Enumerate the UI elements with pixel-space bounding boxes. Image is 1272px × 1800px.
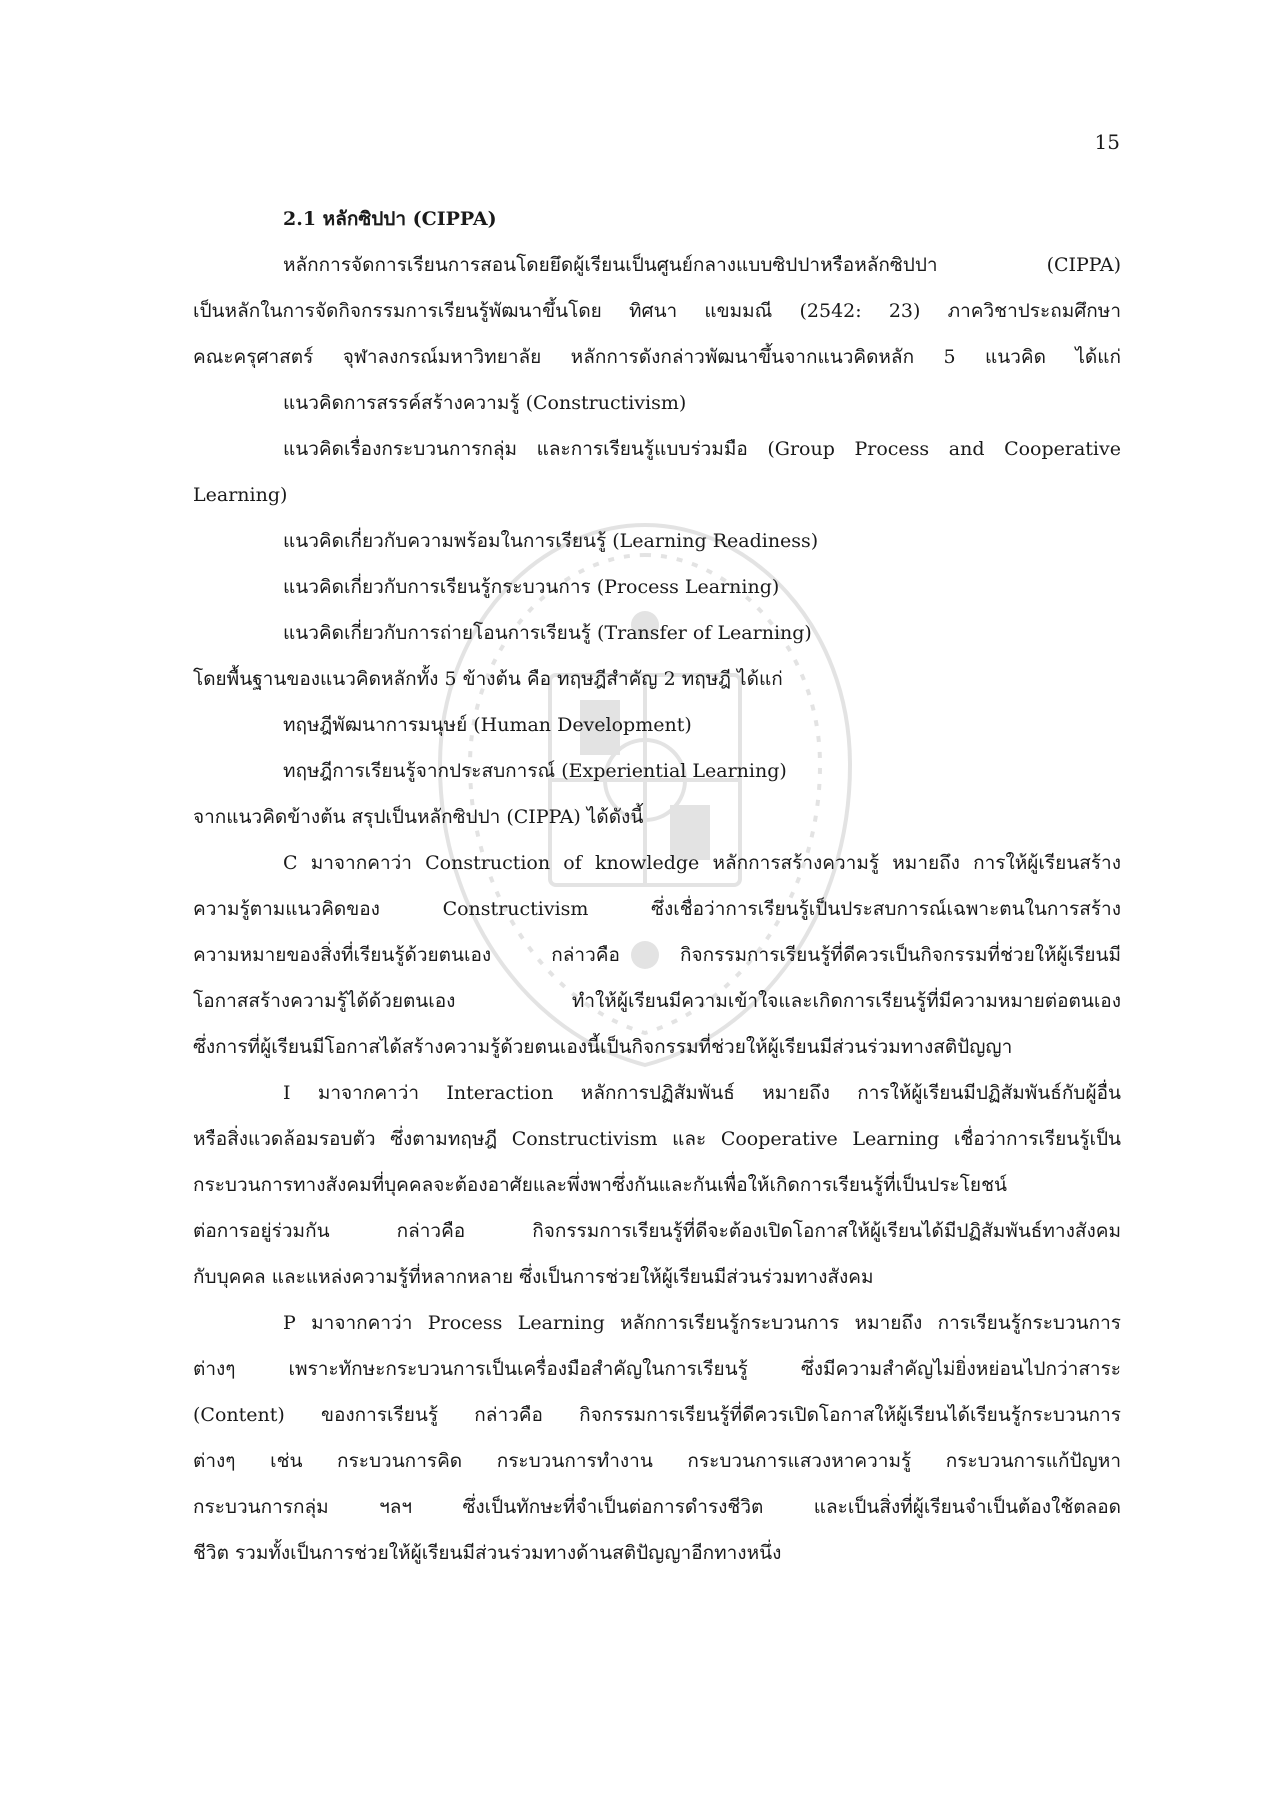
theory-item: ทฤษฎีการเรียนรู้จากประสบการณ์ (Experiential Learning) xyxy=(283,760,787,782)
summary-line: จากแนวคิดข้างต้น สรุปเป็นหลักซิปปา (CIPPA) ได้ดังนี้ xyxy=(193,806,644,828)
paragraph-line: I มาจากคาว่า Interaction หลักการปฏิสัมพันธ์ หมายถึง การให้ผู้เรียนมีปฏิสัมพันธ์กับผู้อื่น xyxy=(283,1082,1121,1104)
paragraph-line: C มาจากคาว่า Construction of knowledge หลักการสร้างความรู้ หมายถึง การให้ผู้เรียนสร้าง xyxy=(283,852,1121,874)
paragraph-line: ชีวิต รวมทั้งเป็นการช่วยให้ผู้เรียนมีส่วนร่วมทางด้านสติปัญญาอีกทางหนึ่ง xyxy=(193,1542,782,1564)
concept-item: แนวคิดเกี่ยวกับความพร้อมในการเรียนรู้ (Learning Readiness) xyxy=(283,530,819,552)
paragraph-line: โอกาสสร้างความรู้ได้ด้วยตนเอง ทำให้ผู้เรียนมีความเข้าใจและเกิดการเรียนรู้ที่มีความหมายต่อตนเอง xyxy=(193,990,1121,1012)
paragraph-line: กับบุคคล และแหล่งความรู้ที่หลากหลาย ซึ่งเป็นการช่วยให้ผู้เรียนมีส่วนร่วมทางสังคม xyxy=(193,1266,874,1288)
paragraph-line: เป็นหลักในการจัดกิจกรรมการเรียนรู้พัฒนาขึ้นโดย ทิศนา แขมมณี (2542: 23) ภาควิชาประถมศึกษา xyxy=(193,300,1121,322)
paragraph-line: หลักการจัดการเรียนการสอนโดยยึดผู้เรียนเป็นศูนย์กลางแบบซิปปาหรือหลักซิปปา (CIPPA) xyxy=(283,254,1121,276)
paragraph-line: P มาจากคาว่า Process Learning หลักการเรียนรู้กระบวนการ หมายถึง การเรียนรู้กระบวนการ xyxy=(283,1312,1121,1334)
page-number: 15 xyxy=(1094,130,1120,154)
concept-item: แนวคิดการสรรค์สร้างความรู้ (Constructivism) xyxy=(283,392,687,414)
paragraph-line: ความหมายของสิ่งที่เรียนรู้ด้วยตนเอง กล่าวคือ กิจกรรมการเรียนรู้ที่ดีควรเป็นกิจกรรมที่ช่วยให้ผู้เรียนมี xyxy=(193,944,1121,966)
paragraph-line: ซึ่งการที่ผู้เรียนมีโอกาสได้สร้างความรู้ด้วยตนเองนี้เป็นกิจกรรมที่ช่วยให้ผู้เรียนมีส่วนร่วมทางสติปัญญา xyxy=(193,1036,1013,1058)
theory-item: ทฤษฎีพัฒนาการมนุษย์ (Human Development) xyxy=(283,714,692,736)
paragraph-line: คณะครุศาสตร์ จุฬาลงกรณ์มหาวิทยาลัย หลักการดังกล่าวพัฒนาขึ้นจากแนวคิดหลัก 5 แนวคิด ได้แก่ xyxy=(193,346,1121,368)
concept-item-continuation: Learning) xyxy=(193,484,288,506)
paragraph-line: ต่างๆ เพราะทักษะกระบวนการเป็นเครื่องมือสำคัญในการเรียนรู้ ซึ่งมีความสำคัญไม่ยิ่งหย่อนไปกว่าสาระ xyxy=(193,1358,1121,1380)
paragraph-line: หรือสิ่งแวดล้อมรอบตัว ซึ่งตามทฤษฎี Constructivism และ Cooperative Learning เชื่อว่าการเรียนรู้เป็น xyxy=(193,1128,1121,1150)
paragraph-line: ต่อการอยู่ร่วมกัน กล่าวคือ กิจกรรมการเรียนรู้ที่ดีจะต้องเปิดโอกาสให้ผู้เรียนได้มีปฏิสัมพันธ์ทางสังคม xyxy=(193,1220,1121,1242)
paragraph-line: (Content) ของการเรียนรู้ กล่าวคือ กิจกรรมการเรียนรู้ที่ดีควรเปิดโอกาสให้ผู้เรียนได้เรียนรู้กระบวนการ xyxy=(193,1404,1121,1426)
concept-item: แนวคิดเกี่ยวกับการถ่ายโอนการเรียนรู้ (Transfer of Learning) xyxy=(283,622,812,644)
concept-item: แนวคิดเกี่ยวกับการเรียนรู้กระบวนการ (Process Learning) xyxy=(283,576,780,598)
paragraph-line: กระบวนการกลุ่ม ฯลฯ ซึ่งเป็นทักษะที่จำเป็นต่อการดำรงชีวิต และเป็นสิ่งที่ผู้เรียนจำเป็นต้องใช้ตลอด xyxy=(193,1496,1121,1518)
body-text xyxy=(193,196,1121,1576)
concept-item: แนวคิดเรื่องกระบวนการกลุ่ม และการเรียนรู้แบบร่วมมือ (Group Process and Cooperative xyxy=(283,438,1121,460)
paragraph-line: ความรู้ตามแนวคิดของ Constructivism ซึ่งเชื่อว่าการเรียนรู้เป็นประสบการณ์เฉพาะตนในการสร้าง xyxy=(193,898,1121,920)
paragraph-line: กระบวนการทางสังคมที่บุคคลจะต้องอาศัยและพึ่งพาซึ่งกันและกันเพื่อให้เกิดการเรียนรู้ที่เป็นประโยชน์ xyxy=(193,1174,1007,1196)
basis-line: โดยพื้นฐานของแนวคิดหลักทั้ง 5 ข้างต้น คือ ทฤษฎีสำคัญ 2 ทฤษฎี ได้แก่ xyxy=(193,668,783,690)
section-heading: 2.1 หลักซิปปา (CIPPA) xyxy=(283,208,497,230)
paragraph-line: ต่างๆ เช่น กระบวนการคิด กระบวนการทำงาน กระบวนการแสวงหาความรู้ กระบวนการแก้ปัญหา xyxy=(193,1450,1121,1472)
